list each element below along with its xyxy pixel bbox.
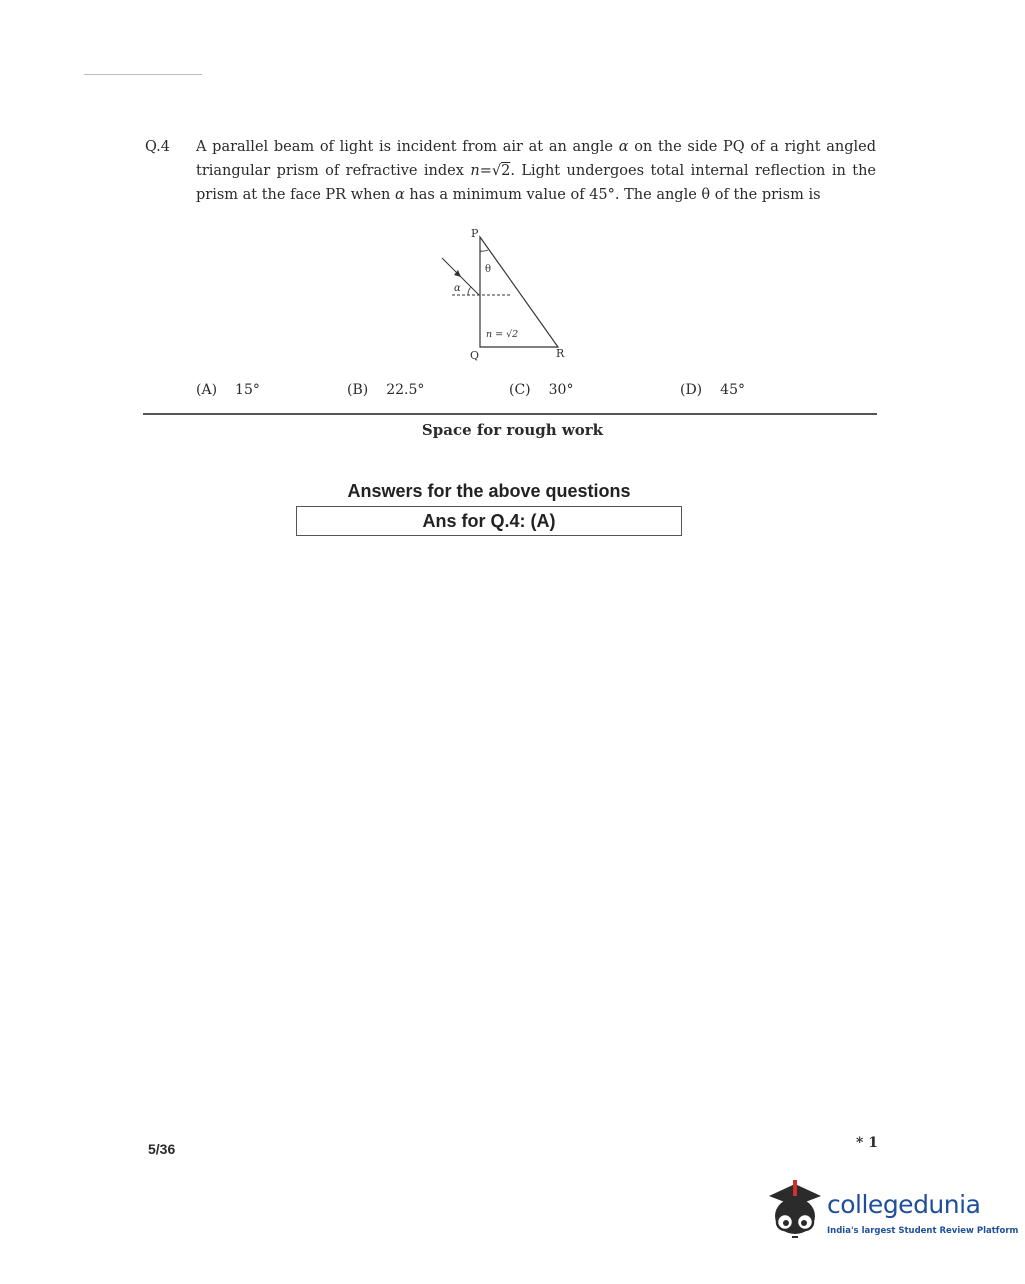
label-r: R <box>556 347 565 360</box>
option-c: (C) 30° <box>509 382 574 398</box>
question-text <box>196 135 876 207</box>
label-alpha: α <box>454 283 461 294</box>
brand-name: collegedunia <box>827 1190 981 1219</box>
label-refractive-index: n = √2 <box>486 329 519 340</box>
label-theta: θ <box>485 264 492 275</box>
prism-figure <box>430 225 580 365</box>
section-divider <box>143 413 877 415</box>
page-number: 5/36 <box>148 1141 176 1157</box>
question-line-3: prism at the face PR when α has a minimum value of 45°. The angle θ of the prism is <box>196 187 821 203</box>
answers-heading: Answers for the above questions <box>347 481 631 501</box>
collegedunia-logo <box>765 1178 1019 1248</box>
label-q: Q <box>470 349 480 362</box>
question-line-2: triangular prism of refractive index n=√2. Light undergoes total internal reflection in the <box>196 163 876 179</box>
rough-work-label: Space for rough work <box>421 421 604 439</box>
question-line-1: A parallel beam of light is incident from air at an angle α on the side PQ of a right angled <box>196 139 877 155</box>
option-b: (B) 22.5° <box>347 382 425 398</box>
option-d: (D) 45° <box>680 382 745 398</box>
label-p: P <box>471 227 479 240</box>
option-a: (A) 15° <box>196 382 260 398</box>
prism-diagram <box>430 225 580 365</box>
question-number: Q.4 <box>145 139 170 155</box>
graduate-mascot-icon <box>765 1178 827 1248</box>
theta-arc <box>480 250 488 251</box>
brand-tagline: India's largest Student Review Platform <box>827 1226 1019 1236</box>
marks-label: * 1 <box>856 1135 878 1151</box>
alpha-arc <box>468 287 471 295</box>
answer-box: Ans for Q.4: (A) <box>296 506 682 536</box>
top-rule <box>84 74 202 75</box>
